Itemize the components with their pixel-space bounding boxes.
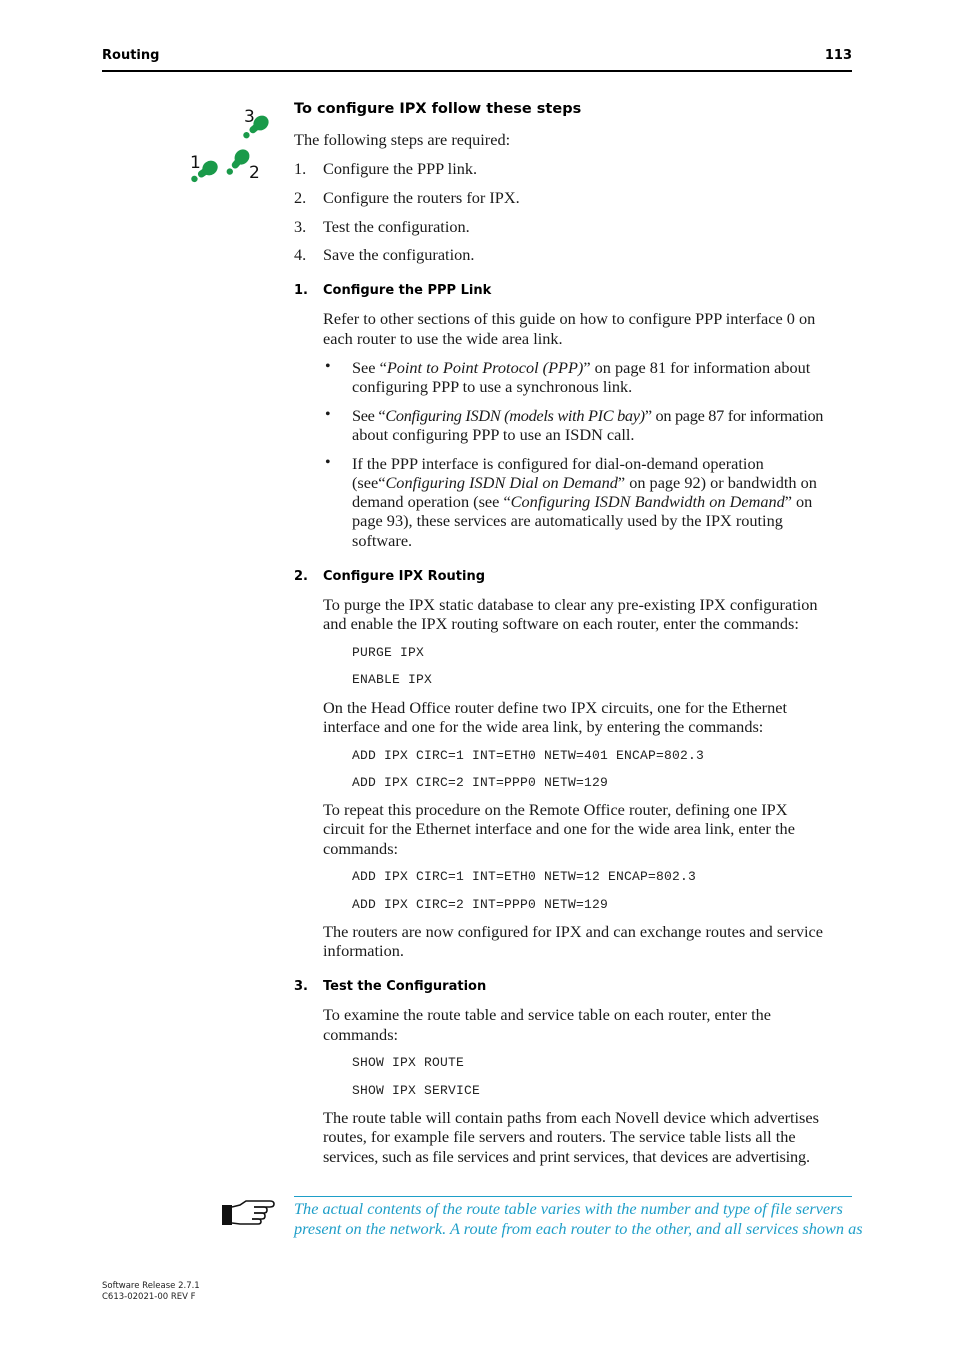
bullet-text: ” on page 81 for information about xyxy=(583,358,811,377)
command-line: ADD IPX CIRC=1 INT=ETH0 NETW=401 ENCAP=802.3 xyxy=(352,748,705,763)
command-line: ENABLE IPX xyxy=(352,672,433,687)
bandwidth-on-demand-link[interactable]: Configuring ISDN Bandwidth on Demand xyxy=(510,492,785,511)
main-heading: To configure IPX follow these steps xyxy=(294,101,582,117)
list-item: Configure the routers for IPX. xyxy=(323,188,520,207)
list-item: Test the configuration. xyxy=(323,217,470,236)
software-release: Software Release 2.7.1 xyxy=(102,1281,200,1291)
bullet-dot: • xyxy=(325,358,331,375)
step-label-3: 3 xyxy=(244,107,255,127)
list-number: 2. xyxy=(294,188,307,207)
ppp-reference-link[interactable]: Point to Point Protocol (PPP) xyxy=(386,358,584,377)
command-line: ADD IPX CIRC=1 INT=ETH0 NETW=12 ENCAP=802.3 xyxy=(352,869,697,884)
bullet-dial-demand-reference xyxy=(352,473,817,493)
bullet-text: configuring PPP to use a synchronous link. xyxy=(352,377,633,396)
list-item: Save the configuration. xyxy=(323,245,475,264)
list-item: Configure the PPP link. xyxy=(323,159,478,178)
step3-title: Test the Configuration xyxy=(323,979,487,994)
page-number: 113 xyxy=(824,48,852,63)
step2-para-line: commands: xyxy=(323,839,399,858)
dial-on-demand-link[interactable]: Configuring ISDN Dial on Demand xyxy=(385,473,618,492)
step3-para-line: The route table will contain paths from each Novell device which advertises xyxy=(323,1108,819,1127)
step3-para-line: routes, for example file servers and routers. The service table lists all the xyxy=(323,1127,796,1146)
step-label-2: 2 xyxy=(249,163,260,183)
bullet-text: demand operation (see “ xyxy=(352,492,511,511)
step1-para-line: each router to use the wide area link. xyxy=(323,329,563,348)
three-steps-footprints-icon xyxy=(186,104,282,188)
bullet-text: See “ xyxy=(352,358,387,377)
pointing-hand-icon xyxy=(220,1196,278,1228)
step2-para-line: circuit for the Ethernet interface and one for the wide area link, enter the xyxy=(323,819,795,838)
bullet-text: See “ xyxy=(352,406,386,425)
list-number: 3. xyxy=(294,217,307,236)
command-line: ADD IPX CIRC=2 INT=PPP0 NETW=129 xyxy=(352,775,609,790)
page-header xyxy=(102,47,852,72)
command-line: ADD IPX CIRC=2 INT=PPP0 NETW=129 xyxy=(352,897,609,912)
step2-para-line: The routers are now configured for IPX and can exchange routes and service xyxy=(323,922,823,941)
step2-para-line: interface and one for the wide area link, by entering the commands: xyxy=(323,717,764,736)
bullet-dot: • xyxy=(325,454,331,471)
section-title: Routing xyxy=(102,48,160,63)
note-divider xyxy=(294,1196,852,1197)
step3-number: 3. xyxy=(294,979,308,994)
bullet-text: If the PPP interface is configured for dial-on-demand operation xyxy=(352,454,764,473)
step2-para-line: and enable the IPX routing software on each router, enter the commands: xyxy=(323,614,799,633)
command-line: SHOW IPX SERVICE xyxy=(352,1083,481,1098)
bullet-isdn-reference xyxy=(352,406,823,426)
bullet-bandwidth-reference xyxy=(352,492,812,512)
isdn-reference-link[interactable]: Configuring ISDN (models with PIC bay) xyxy=(385,406,645,425)
step2-para-line: To purge the IPX static database to clear any pre-existing IPX configuration xyxy=(323,595,818,614)
step1-para-line: Refer to other sections of this guide on how to configure PPP interface 0 on xyxy=(323,309,816,328)
step2-para-line: To repeat this procedure on the Remote Office router, defining one IPX xyxy=(323,800,788,819)
bullet-text: ” on page 87 for information xyxy=(644,406,824,425)
bullet-text: page 93), these services are automatically used by the IPX routing xyxy=(352,511,783,530)
list-number: 1. xyxy=(294,159,307,178)
step-label-1: 1 xyxy=(190,153,201,173)
intro-text: The following steps are required: xyxy=(294,130,511,149)
step3-para-line: To examine the route table and service table on each router, enter the xyxy=(323,1005,771,1024)
bullet-text: ” on page 92) or bandwidth on xyxy=(617,473,817,492)
step3-para-line: services, such as file services and print services, that devices are advertising. xyxy=(323,1147,810,1166)
bullet-text: (see“ xyxy=(352,473,386,492)
step2-para-line: On the Head Office router define two IPX circuits, one for the Ethernet xyxy=(323,698,787,717)
page-footer xyxy=(102,1281,200,1303)
bullet-text: software. xyxy=(352,531,413,550)
document-revision: C613-02021-00 REV F xyxy=(102,1292,196,1302)
command-line: SHOW IPX ROUTE xyxy=(352,1055,465,1070)
step2-para-line: information. xyxy=(323,941,404,960)
step1-title: Configure the PPP Link xyxy=(323,283,492,298)
note-text xyxy=(294,1199,863,1239)
list-number: 4. xyxy=(294,245,307,264)
bullet-dot: • xyxy=(325,406,331,423)
step3-para-line: commands: xyxy=(323,1025,399,1044)
note-line: The actual contents of the route table varies with the number and type of file servers xyxy=(294,1199,843,1218)
command-line: PURGE IPX xyxy=(352,645,425,660)
note-line: present on the network. A route from each router to the other, and all services shown as xyxy=(294,1219,863,1238)
bullet-text: about configuring PPP to use an ISDN call. xyxy=(352,425,635,444)
step2-title: Configure IPX Routing xyxy=(323,569,486,584)
step1-number: 1. xyxy=(294,283,308,298)
step2-number: 2. xyxy=(294,569,308,584)
bullet-text: ” on xyxy=(784,492,813,511)
bullet-ppp-reference xyxy=(352,358,810,378)
